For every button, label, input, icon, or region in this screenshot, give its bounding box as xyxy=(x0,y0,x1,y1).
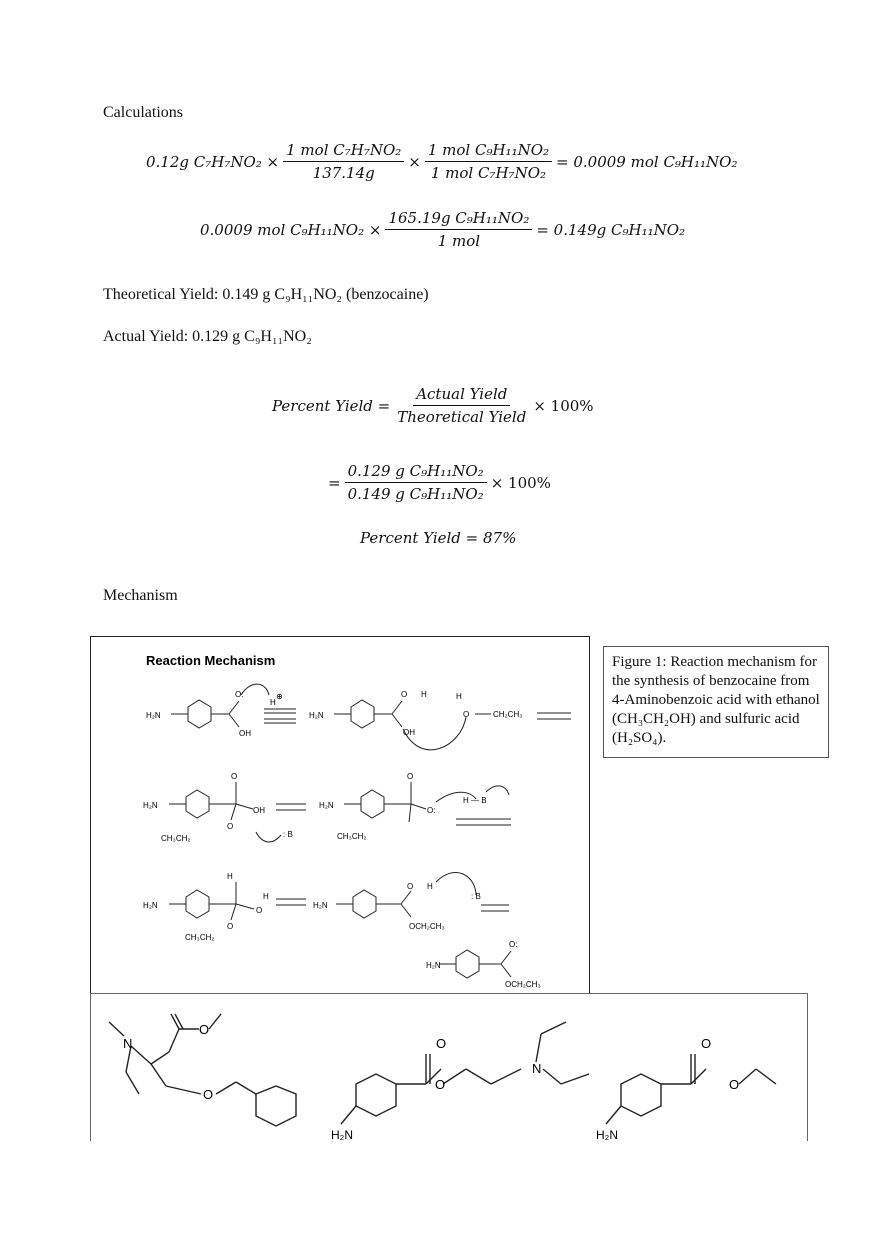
percent-sub-denominator: 0.149 g C₉H₁₁NO₂ xyxy=(347,485,484,503)
comparison-structures-figure xyxy=(90,993,808,1141)
r2-o-top-b: O xyxy=(407,772,414,781)
equation-1 xyxy=(146,141,737,182)
eq2-fraction xyxy=(385,209,532,250)
r3-o-top-b: O xyxy=(407,882,414,891)
r2-ethyl-b: CH₃CH₂ xyxy=(337,832,367,841)
product-o: O: xyxy=(509,940,518,949)
benzocaine-structure xyxy=(606,1054,776,1124)
r1-h-ethanol: H xyxy=(456,692,462,701)
eq2-denominator: 1 mol xyxy=(437,232,481,250)
r1-o-b: O xyxy=(401,690,408,699)
eq1-fraction-1 xyxy=(283,141,404,182)
product-ester: OCH₂CH₃ xyxy=(505,980,541,989)
r2-o-top-a: O xyxy=(231,772,238,781)
mechanism-title: Reaction Mechanism xyxy=(146,653,276,668)
eq1-f1-numerator: 1 mol C₇H₇NO₂ xyxy=(283,141,404,162)
eq1-times: × xyxy=(408,152,421,171)
product-h2n: H₂N xyxy=(426,961,441,970)
r3-h2n-a: H₂N xyxy=(143,901,158,910)
eq1-f2-denominator: 1 mol C₇H₇NO₂ xyxy=(430,164,547,182)
percent-sub-times: × 100% xyxy=(490,473,551,492)
equation-2 xyxy=(200,209,685,250)
percent-denominator: Theoretical Yield xyxy=(397,408,527,426)
percent-sub-fraction xyxy=(345,462,487,503)
structures-drawing xyxy=(91,994,807,1141)
eq1-f1-denominator: 137.14g xyxy=(312,164,375,182)
cocaine-o-ester: O xyxy=(199,1022,210,1037)
actual-yield: Actual Yield: 0.129 g C₉H₁₁NO₂ xyxy=(103,328,312,345)
r3-ethyl-a: CH₃CH₂ xyxy=(185,933,215,942)
mechanism-heading: Mechanism xyxy=(103,587,178,604)
theoretical-yield: Theoretical Yield: 0.149 g C₉H₁₁NO₂ (benzocaine) xyxy=(103,286,429,303)
r1-h2n-a: H₂N xyxy=(146,711,161,720)
r1-oh-a: OH xyxy=(239,729,251,738)
row3-structures xyxy=(169,872,511,978)
r3-h-right-a: H xyxy=(263,892,269,901)
eq1-lead: 0.12g C₇H₇NO₂ × xyxy=(146,152,280,171)
figure-caption: Figure 1: Reaction mechanism for the synthesis of benzocaine from 4-Aminobenzoic acid with ethanol (CH₃CH₂OH) and sulfuric acid (H₂SO₄). xyxy=(603,646,829,758)
cocaine-o-ether: O xyxy=(203,1087,214,1102)
r3-o-bottom-a: O xyxy=(227,922,234,931)
percent-yield-substitution xyxy=(328,462,551,503)
benzocaine-o-carbonyl: O xyxy=(701,1036,712,1051)
r1-h-plus: H xyxy=(270,698,276,707)
mechanism-drawing xyxy=(91,637,589,1000)
eq2-lead: 0.0009 mol C₉H₁₁NO₂ × xyxy=(200,220,382,239)
eq2-result: = 0.149g C₉H₁₁NO₂ xyxy=(536,220,686,239)
procaine-o: O xyxy=(435,1077,446,1092)
r1-o-ethanol: O xyxy=(463,710,470,719)
r2-ethyl-a: CH₃CH₂ xyxy=(161,834,191,843)
benzocaine-o: O xyxy=(729,1077,740,1092)
cocaine-n: N xyxy=(123,1036,133,1051)
percent-lhs: Percent Yield = xyxy=(272,396,391,415)
r2-h2n-b: H₂N xyxy=(319,801,334,810)
r3-o-right-a: O xyxy=(256,906,263,915)
procaine-structure xyxy=(341,1022,589,1124)
percent-yield-result: Percent Yield = 87% xyxy=(360,529,517,547)
r2-h2n-a: H₂N xyxy=(143,801,158,810)
eq2-numerator: 165.19g C₉H₁₁NO₂ xyxy=(385,209,532,230)
r3-h-top: H xyxy=(227,872,233,881)
r3-h2n-b: H₂N xyxy=(313,901,328,910)
r2-o-bottom-a: O xyxy=(227,822,234,831)
procaine-h2n: H₂N xyxy=(331,1128,353,1141)
r1-h2n-b: H₂N xyxy=(309,711,324,720)
r1-o-a: O: xyxy=(235,690,244,699)
percent-times: × 100% xyxy=(533,396,594,415)
eq1-result: = 0.0009 mol C₉H₁₁NO₂ xyxy=(556,152,738,171)
calculations-heading: Calculations xyxy=(103,104,183,121)
percent-yield-formula xyxy=(272,385,594,426)
r2-base-a: : B xyxy=(283,830,293,839)
r2-oh-a: OH xyxy=(253,806,265,815)
r3-ester-b: OCH₂CH₃ xyxy=(409,922,445,931)
r3-base-b: : B xyxy=(471,892,481,901)
percent-eq-sign: = xyxy=(328,473,341,492)
percent-numerator: Actual Yield xyxy=(413,385,510,406)
r1-ethyl: CH₂CH₃ xyxy=(493,710,523,719)
r1-oh-b: OH xyxy=(403,728,415,737)
r2-o-right-b: O: xyxy=(427,806,436,815)
eq1-fraction-2 xyxy=(425,141,552,182)
procaine-o-carbonyl: O xyxy=(436,1036,447,1051)
eq1-f2-numerator: 1 mol C₉H₁₁NO₂ xyxy=(425,141,552,162)
percent-sub-numerator: 0.129 g C₉H₁₁NO₂ xyxy=(345,462,487,483)
r3-h-top-b: H xyxy=(427,882,433,891)
r2-hb: H — B xyxy=(463,796,487,805)
r1-plus-sign: ⊕ xyxy=(276,692,283,701)
procaine-n: N xyxy=(532,1061,542,1076)
r1-h-b: H xyxy=(421,690,427,699)
reaction-mechanism-figure xyxy=(90,636,590,1001)
percent-fraction xyxy=(394,385,529,426)
benzocaine-h2n: H₂N xyxy=(596,1128,618,1141)
